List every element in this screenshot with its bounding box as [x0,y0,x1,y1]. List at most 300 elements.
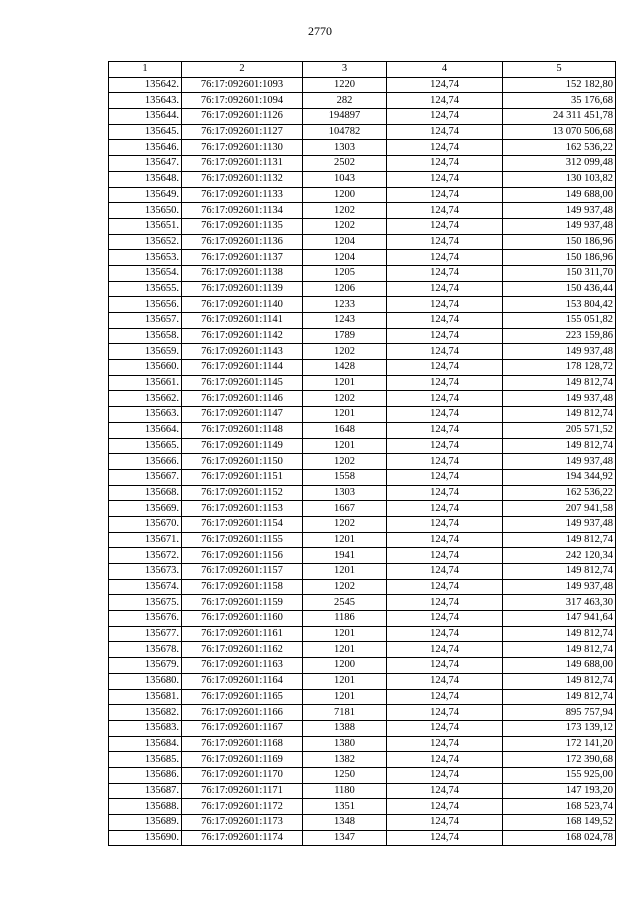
area-cell: 1202 [303,454,387,470]
cadastral-number-cell: 76:17:092601:1152 [182,485,303,501]
row-number-cell: 135652. [109,234,182,250]
cadastral-number-cell: 76:17:092601:1159 [182,595,303,611]
cadastral-value-cell: 207 941,58 [503,501,616,517]
specific-value-cell: 124,74 [387,109,503,125]
row-number-cell: 135657. [109,313,182,329]
cadastral-number-cell: 76:17:092601:1163 [182,658,303,674]
cadastral-value-cell: 149 937,48 [503,391,616,407]
column-header-2: 2 [182,62,303,78]
area-cell: 1202 [303,203,387,219]
cadastral-number-cell: 76:17:092601:1138 [182,265,303,281]
specific-value-cell: 124,74 [387,265,503,281]
row-number-cell: 135643. [109,93,182,109]
table-row [109,234,616,250]
specific-value-cell: 124,74 [387,501,503,517]
cadastral-value-cell: 172 390,68 [503,752,616,768]
cadastral-value-cell: 172 141,20 [503,736,616,752]
specific-value-cell: 124,74 [387,579,503,595]
specific-value-cell: 124,74 [387,516,503,532]
table-row [109,375,616,391]
specific-value-cell: 124,74 [387,218,503,234]
cadastral-value-cell: 168 523,74 [503,799,616,815]
cadastral-value-cell: 895 757,94 [503,705,616,721]
row-number-cell: 135670. [109,516,182,532]
table-row [109,422,616,438]
page-number: 2770 [308,24,332,38]
area-cell: 1233 [303,297,387,313]
area-cell: 1200 [303,658,387,674]
specific-value-cell: 124,74 [387,438,503,454]
cadastral-number-cell: 76:17:092601:1146 [182,391,303,407]
row-number-cell: 135647. [109,156,182,172]
cadastral-number-cell: 76:17:092601:1174 [182,830,303,846]
specific-value-cell: 124,74 [387,313,503,329]
row-number-cell: 135663. [109,407,182,423]
table-row [109,767,616,783]
row-number-cell: 135688. [109,799,182,815]
area-cell: 1200 [303,187,387,203]
table-row [109,171,616,187]
specific-value-cell: 124,74 [387,93,503,109]
specific-value-cell: 124,74 [387,815,503,831]
table-row [109,626,616,642]
cadastral-number-cell: 76:17:092601:1170 [182,767,303,783]
cadastral-number-cell: 76:17:092601:1171 [182,783,303,799]
table-row [109,720,616,736]
area-cell: 1201 [303,564,387,580]
cadastral-value-cell: 242 120,34 [503,548,616,564]
cadastral-value-cell: 149 937,48 [503,454,616,470]
specific-value-cell: 124,74 [387,799,503,815]
cadastral-number-cell: 76:17:092601:1147 [182,407,303,423]
specific-value-cell: 124,74 [387,124,503,140]
area-cell: 1941 [303,548,387,564]
specific-value-cell: 124,74 [387,548,503,564]
row-number-cell: 135690. [109,830,182,846]
cadastral-value-cell: 150 311,70 [503,265,616,281]
cadastral-number-cell: 76:17:092601:1167 [182,720,303,736]
cadastral-number-cell: 76:17:092601:1130 [182,140,303,156]
cadastral-number-cell: 76:17:092601:1173 [182,815,303,831]
cadastral-number-cell: 76:17:092601:1140 [182,297,303,313]
cadastral-number-cell: 76:17:092601:1149 [182,438,303,454]
area-cell: 1351 [303,799,387,815]
table-row [109,250,616,266]
table-row [109,595,616,611]
cadastral-number-cell: 76:17:092601:1135 [182,218,303,234]
cadastral-value-cell: 13 070 506,68 [503,124,616,140]
table-row [109,218,616,234]
row-number-cell: 135684. [109,736,182,752]
cadastral-number-cell: 76:17:092601:1150 [182,454,303,470]
specific-value-cell: 124,74 [387,767,503,783]
table-row [109,109,616,125]
specific-value-cell: 124,74 [387,705,503,721]
table-row [109,77,616,93]
table-row [109,93,616,109]
table-row [109,830,616,846]
area-cell: 1250 [303,767,387,783]
cadastral-value-cell: 150 186,96 [503,234,616,250]
cadastral-number-cell: 76:17:092601:1132 [182,171,303,187]
table-header [109,62,616,78]
specific-value-cell: 124,74 [387,375,503,391]
area-cell: 1388 [303,720,387,736]
table-row [109,673,616,689]
area-cell: 1380 [303,736,387,752]
row-number-cell: 135683. [109,720,182,736]
table-row [109,407,616,423]
table-row [109,187,616,203]
row-number-cell: 135666. [109,454,182,470]
cadastral-number-cell: 76:17:092601:1134 [182,203,303,219]
row-number-cell: 135649. [109,187,182,203]
table-row [109,124,616,140]
area-cell: 1558 [303,469,387,485]
cadastral-number-cell: 76:17:092601:1169 [182,752,303,768]
specific-value-cell: 124,74 [387,328,503,344]
cadastral-value-cell: 150 436,44 [503,281,616,297]
specific-value-cell: 124,74 [387,156,503,172]
cadastral-number-cell: 76:17:092601:1139 [182,281,303,297]
cadastral-value-cell: 35 176,68 [503,93,616,109]
table-row [109,454,616,470]
specific-value-cell: 124,74 [387,391,503,407]
cadastral-number-cell: 76:17:092601:1161 [182,626,303,642]
area-cell: 1201 [303,407,387,423]
cadastral-value-cell: 312 099,48 [503,156,616,172]
row-number-cell: 135682. [109,705,182,721]
row-number-cell: 135650. [109,203,182,219]
cadastral-value-cell: 149 812,74 [503,407,616,423]
column-header-4: 4 [387,62,503,78]
row-number-cell: 135680. [109,673,182,689]
table-row [109,485,616,501]
row-number-cell: 135656. [109,297,182,313]
table-row [109,658,616,674]
cadastral-value-cell: 149 812,74 [503,564,616,580]
cadastral-number-cell: 76:17:092601:1157 [182,564,303,580]
cadastral-value-cell: 149 937,48 [503,579,616,595]
cadastral-value-cell: 149 812,74 [503,532,616,548]
cadastral-value-cell: 149 812,74 [503,375,616,391]
cadastral-value-cell: 149 812,74 [503,438,616,454]
table-row [109,313,616,329]
table-row [109,265,616,281]
cadastral-number-cell: 76:17:092601:1156 [182,548,303,564]
area-cell: 104782 [303,124,387,140]
table-row [109,328,616,344]
specific-value-cell: 124,74 [387,187,503,203]
specific-value-cell: 124,74 [387,469,503,485]
area-cell: 1347 [303,830,387,846]
specific-value-cell: 124,74 [387,689,503,705]
cadastral-value-cell: 317 463,30 [503,595,616,611]
cadastral-value-cell: 130 103,82 [503,171,616,187]
row-number-cell: 135678. [109,642,182,658]
area-cell: 1789 [303,328,387,344]
area-cell: 1043 [303,171,387,187]
specific-value-cell: 124,74 [387,736,503,752]
cadastral-number-cell: 76:17:092601:1133 [182,187,303,203]
row-number-cell: 135654. [109,265,182,281]
cadastral-number-cell: 76:17:092601:1144 [182,360,303,376]
cadastral-value-cell: 178 128,72 [503,360,616,376]
cadastral-number-cell: 76:17:092601:1160 [182,611,303,627]
table-row [109,281,616,297]
area-cell: 1667 [303,501,387,517]
cadastral-value-cell: 24 311 451,78 [503,109,616,125]
area-cell: 1201 [303,438,387,454]
cadastral-value-table [108,61,616,846]
row-number-cell: 135679. [109,658,182,674]
specific-value-cell: 124,74 [387,360,503,376]
cadastral-value-cell: 155 051,82 [503,313,616,329]
specific-value-cell: 124,74 [387,407,503,423]
specific-value-cell: 124,74 [387,140,503,156]
cadastral-value-cell: 168 024,78 [503,830,616,846]
cadastral-value-cell: 155 925,00 [503,767,616,783]
area-cell: 1202 [303,218,387,234]
table-row [109,501,616,517]
cadastral-value-cell: 150 186,96 [503,250,616,266]
table-row [109,783,616,799]
row-number-cell: 135661. [109,375,182,391]
specific-value-cell: 124,74 [387,720,503,736]
header-row [109,62,616,78]
row-number-cell: 135659. [109,344,182,360]
row-number-cell: 135662. [109,391,182,407]
row-number-cell: 135655. [109,281,182,297]
area-cell: 7181 [303,705,387,721]
row-number-cell: 135689. [109,815,182,831]
row-number-cell: 135681. [109,689,182,705]
table-row [109,548,616,564]
cadastral-number-cell: 76:17:092601:1151 [182,469,303,485]
specific-value-cell: 124,74 [387,642,503,658]
area-cell: 2502 [303,156,387,172]
row-number-cell: 135668. [109,485,182,501]
row-number-cell: 135672. [109,548,182,564]
cadastral-value-cell: 149 812,74 [503,689,616,705]
area-cell: 1348 [303,815,387,831]
specific-value-cell: 124,74 [387,595,503,611]
area-cell: 1201 [303,375,387,391]
row-number-cell: 135677. [109,626,182,642]
area-cell: 1428 [303,360,387,376]
column-header-1: 1 [109,62,182,78]
area-cell: 1220 [303,77,387,93]
cadastral-value-cell: 147 941,64 [503,611,616,627]
cadastral-number-cell: 76:17:092601:1094 [182,93,303,109]
cadastral-value-cell: 147 193,20 [503,783,616,799]
area-cell: 1201 [303,532,387,548]
table-row [109,579,616,595]
row-number-cell: 135660. [109,360,182,376]
row-number-cell: 135651. [109,218,182,234]
cadastral-number-cell: 76:17:092601:1148 [182,422,303,438]
row-number-cell: 135686. [109,767,182,783]
area-cell: 1205 [303,265,387,281]
area-cell: 1206 [303,281,387,297]
cadastral-number-cell: 76:17:092601:1093 [182,77,303,93]
cadastral-number-cell: 76:17:092601:1142 [182,328,303,344]
cadastral-number-cell: 76:17:092601:1168 [182,736,303,752]
cadastral-value-cell: 149 937,48 [503,218,616,234]
specific-value-cell: 124,74 [387,485,503,501]
row-number-cell: 135644. [109,109,182,125]
area-cell: 1303 [303,485,387,501]
area-cell: 1202 [303,391,387,407]
table-row [109,391,616,407]
cadastral-value-cell: 205 571,52 [503,422,616,438]
area-cell: 1204 [303,234,387,250]
cadastral-value-cell: 162 536,22 [503,485,616,501]
cadastral-number-cell: 76:17:092601:1141 [182,313,303,329]
specific-value-cell: 124,74 [387,422,503,438]
table-row [109,469,616,485]
specific-value-cell: 124,74 [387,281,503,297]
table-row [109,516,616,532]
specific-value-cell: 124,74 [387,250,503,266]
row-number-cell: 135658. [109,328,182,344]
cadastral-value-cell: 149 812,74 [503,626,616,642]
area-cell: 1180 [303,783,387,799]
cadastral-value-cell: 162 536,22 [503,140,616,156]
column-header-5: 5 [503,62,616,78]
table-row [109,564,616,580]
area-cell: 1204 [303,250,387,266]
area-cell: 1382 [303,752,387,768]
cadastral-number-cell: 76:17:092601:1155 [182,532,303,548]
cadastral-value-cell: 152 182,80 [503,77,616,93]
cadastral-number-cell: 76:17:092601:1154 [182,516,303,532]
specific-value-cell: 124,74 [387,532,503,548]
cadastral-number-cell: 76:17:092601:1158 [182,579,303,595]
area-cell: 282 [303,93,387,109]
specific-value-cell: 124,74 [387,77,503,93]
row-number-cell: 135667. [109,469,182,485]
area-cell: 194897 [303,109,387,125]
row-number-cell: 135669. [109,501,182,517]
column-header-3: 3 [303,62,387,78]
specific-value-cell: 124,74 [387,673,503,689]
cadastral-value-cell: 149 688,00 [503,187,616,203]
row-number-cell: 135676. [109,611,182,627]
table-row [109,736,616,752]
row-number-cell: 135665. [109,438,182,454]
cadastral-number-cell: 76:17:092601:1145 [182,375,303,391]
table-row [109,752,616,768]
row-number-cell: 135642. [109,77,182,93]
area-cell: 1202 [303,516,387,532]
cadastral-value-cell: 149 937,48 [503,203,616,219]
row-number-cell: 135671. [109,532,182,548]
cadastral-value-cell: 149 688,00 [503,658,616,674]
area-cell: 1201 [303,673,387,689]
cadastral-value-cell: 168 149,52 [503,815,616,831]
specific-value-cell: 124,74 [387,454,503,470]
specific-value-cell: 124,74 [387,626,503,642]
cadastral-number-cell: 76:17:092601:1131 [182,156,303,172]
specific-value-cell: 124,74 [387,171,503,187]
specific-value-cell: 124,74 [387,752,503,768]
specific-value-cell: 124,74 [387,564,503,580]
cadastral-value-cell: 153 804,42 [503,297,616,313]
specific-value-cell: 124,74 [387,234,503,250]
row-number-cell: 135646. [109,140,182,156]
cadastral-value-cell: 173 139,12 [503,720,616,736]
cadastral-number-cell: 76:17:092601:1162 [182,642,303,658]
area-cell: 1648 [303,422,387,438]
specific-value-cell: 124,74 [387,611,503,627]
area-cell: 1186 [303,611,387,627]
cadastral-number-cell: 76:17:092601:1165 [182,689,303,705]
table-body [109,77,616,846]
row-number-cell: 135645. [109,124,182,140]
specific-value-cell: 124,74 [387,658,503,674]
row-number-cell: 135687. [109,783,182,799]
table-row [109,799,616,815]
row-number-cell: 135675. [109,595,182,611]
cadastral-value-cell: 149 812,74 [503,673,616,689]
specific-value-cell: 124,74 [387,830,503,846]
area-cell: 2545 [303,595,387,611]
cadastral-number-cell: 76:17:092601:1166 [182,705,303,721]
table-row [109,140,616,156]
table-row [109,532,616,548]
area-cell: 1202 [303,344,387,360]
cadastral-number-cell: 76:17:092601:1137 [182,250,303,266]
cadastral-value-cell: 149 937,48 [503,516,616,532]
table-row [109,689,616,705]
area-cell: 1201 [303,626,387,642]
row-number-cell: 135685. [109,752,182,768]
cadastral-number-cell: 76:17:092601:1143 [182,344,303,360]
cadastral-value-cell: 194 344,92 [503,469,616,485]
area-cell: 1202 [303,579,387,595]
specific-value-cell: 124,74 [387,783,503,799]
row-number-cell: 135673. [109,564,182,580]
cadastral-number-cell: 76:17:092601:1153 [182,501,303,517]
area-cell: 1303 [303,140,387,156]
table-row [109,297,616,313]
cadastral-number-cell: 76:17:092601:1126 [182,109,303,125]
area-cell: 1201 [303,642,387,658]
cadastral-number-cell: 76:17:092601:1164 [182,673,303,689]
area-cell: 1201 [303,689,387,705]
table-row [109,611,616,627]
cadastral-value-cell: 223 159,86 [503,328,616,344]
cadastral-value-cell: 149 937,48 [503,344,616,360]
cadastral-number-cell: 76:17:092601:1172 [182,799,303,815]
specific-value-cell: 124,74 [387,203,503,219]
table-row [109,344,616,360]
row-number-cell: 135674. [109,579,182,595]
cadastral-value-cell: 149 812,74 [503,642,616,658]
row-number-cell: 135653. [109,250,182,266]
row-number-cell: 135664. [109,422,182,438]
area-cell: 1243 [303,313,387,329]
cadastral-number-cell: 76:17:092601:1127 [182,124,303,140]
table-row [109,815,616,831]
specific-value-cell: 124,74 [387,344,503,360]
table-row [109,642,616,658]
table-row [109,360,616,376]
cadastral-number-cell: 76:17:092601:1136 [182,234,303,250]
table-row [109,156,616,172]
table-row [109,438,616,454]
